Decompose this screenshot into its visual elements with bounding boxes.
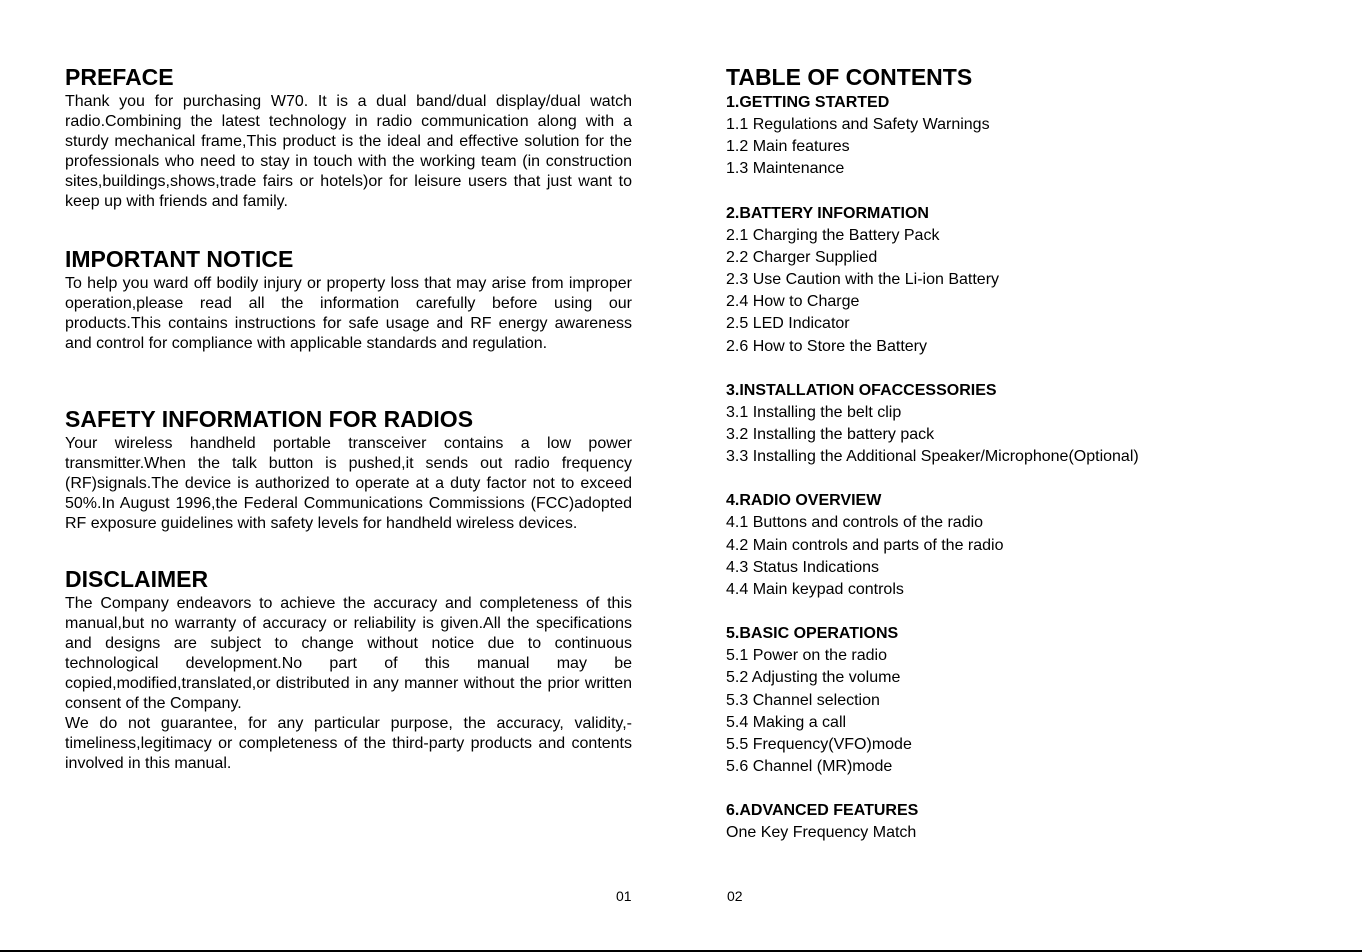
important-notice-heading: IMPORTANT NOTICE: [65, 246, 294, 272]
toc-group-title: 4.RADIO OVERVIEW: [726, 492, 882, 510]
toc-group-title: 2.BATTERY INFORMATION: [726, 204, 929, 222]
toc-item: 1.3 Maintenance: [726, 160, 845, 178]
toc-item: 3.3 Installing the Additional Speaker/Microphone(Optional): [726, 448, 1139, 466]
toc-item: 3.2 Installing the battery pack: [726, 426, 935, 444]
disclaimer-text-2: We do not guarantee, for any particular purpose, the accuracy, validity,-timeliness,legitimacy or completeness of the third-party products and contents involved in this manual.: [65, 715, 632, 772]
toc-item: 2.2 Charger Supplied: [726, 248, 878, 266]
toc-item: 1.2 Main features: [726, 138, 850, 156]
toc-item: 2.5 LED Indicator: [726, 315, 850, 333]
toc-group: [726, 203, 1326, 358]
page-number-left: 01: [616, 888, 632, 904]
disclaimer-heading: DISCLAIMER: [65, 566, 209, 592]
toc-item: 5.4 Making a call: [726, 713, 847, 731]
toc-list: [726, 92, 1326, 845]
toc-item: 4.4 Main keypad controls: [726, 581, 904, 599]
toc-group-title: 3.INSTALLATION OFACCESSORIES: [726, 381, 997, 399]
toc-item: 5.6 Channel (MR)mode: [726, 758, 893, 776]
toc-item: 1.1 Regulations and Safety Warnings: [726, 116, 990, 133]
toc-group: [726, 623, 1326, 778]
toc-group: [726, 490, 1326, 601]
toc-group: [726, 92, 1326, 181]
toc-item: 2.3 Use Caution with the Li-ion Battery: [726, 271, 1000, 289]
toc-item: 2.1 Charging the Battery Pack: [726, 226, 940, 244]
page-number-right: 02: [727, 888, 743, 904]
disclaimer-text-1: The Company endeavors to achieve the accuracy and completeness of this manual,but no warranty of accuracy or reliability is given.All the specifications and designs are subject to change without notice due to continuous technological development.No part of this manual may be copied,modified,translated,or distributed in any manner without the prior written consent of the Company.: [65, 595, 632, 712]
toc-item: 2.4 How to Charge: [726, 293, 860, 311]
right-page: [726, 62, 1326, 867]
toc-item: 4.1 Buttons and controls of the radio: [726, 514, 984, 532]
important-notice-section: [65, 244, 632, 354]
toc-group-title: 5.BASIC OPERATIONS: [726, 625, 899, 643]
safety-information-section: [65, 404, 632, 534]
toc-item: 3.1 Installing the belt clip: [726, 403, 902, 421]
toc-group-title: 6.ADVANCED FEATURES: [726, 802, 919, 820]
toc-group: [726, 800, 1326, 844]
toc-item: 2.6 How to Store the Battery: [726, 337, 927, 355]
toc-title: TABLE OF CONTENTS: [726, 64, 973, 90]
toc-item: 5.5 Frequency(VFO)mode: [726, 736, 912, 754]
preface-heading: PREFACE: [65, 64, 174, 90]
toc-item: One Key Frequency Match: [726, 824, 917, 842]
preface-section: [65, 62, 632, 212]
toc-group-title: 1.GETTING STARTED: [726, 94, 890, 111]
toc-item: 4.2 Main controls and parts of the radio: [726, 536, 1004, 554]
toc-group: [726, 380, 1326, 469]
safety-information-text: Your wireless handheld portable transceiver contains a low power transmitter.When the talk button is pushed,it sends out radio frequency (RF)signals.The device is authorized to operate at a duty factor not to exceed 50%.In August 1996,the Federal Communications Commissions (FCC)adopted RF exposure guidelines with safety levels for handheld wireless devices.: [65, 435, 632, 532]
toc-item: 5.1 Power on the radio: [726, 647, 887, 665]
toc-item: 5.2 Adjusting the volume: [726, 669, 901, 687]
toc-item: 4.3 Status Indications: [726, 558, 879, 576]
disclaimer-section: [65, 564, 632, 774]
safety-information-heading: SAFETY INFORMATION FOR RADIOS: [65, 406, 474, 432]
preface-text: Thank you for purchasing W70. It is a dual band/dual display/dual watch radio.Combining the latest technology in radio communication along with a sturdy mechanical frame,This product is the ideal and effective solution for the professionals who need to stay in touch with the working team (in construction sites,buildings,shows,trade fairs or hotels)or for leisure users that just want to keep up with friends and family.: [65, 93, 632, 210]
toc-item: 5.3 Channel selection: [726, 691, 880, 709]
important-notice-text: To help you ward off bodily injury or property loss that may arise from improper operation,please read all the information carefully before using our products.This contains instructions for safe usage and RF energy awareness and control for compliance with applicable standards and regulation.: [65, 275, 632, 352]
